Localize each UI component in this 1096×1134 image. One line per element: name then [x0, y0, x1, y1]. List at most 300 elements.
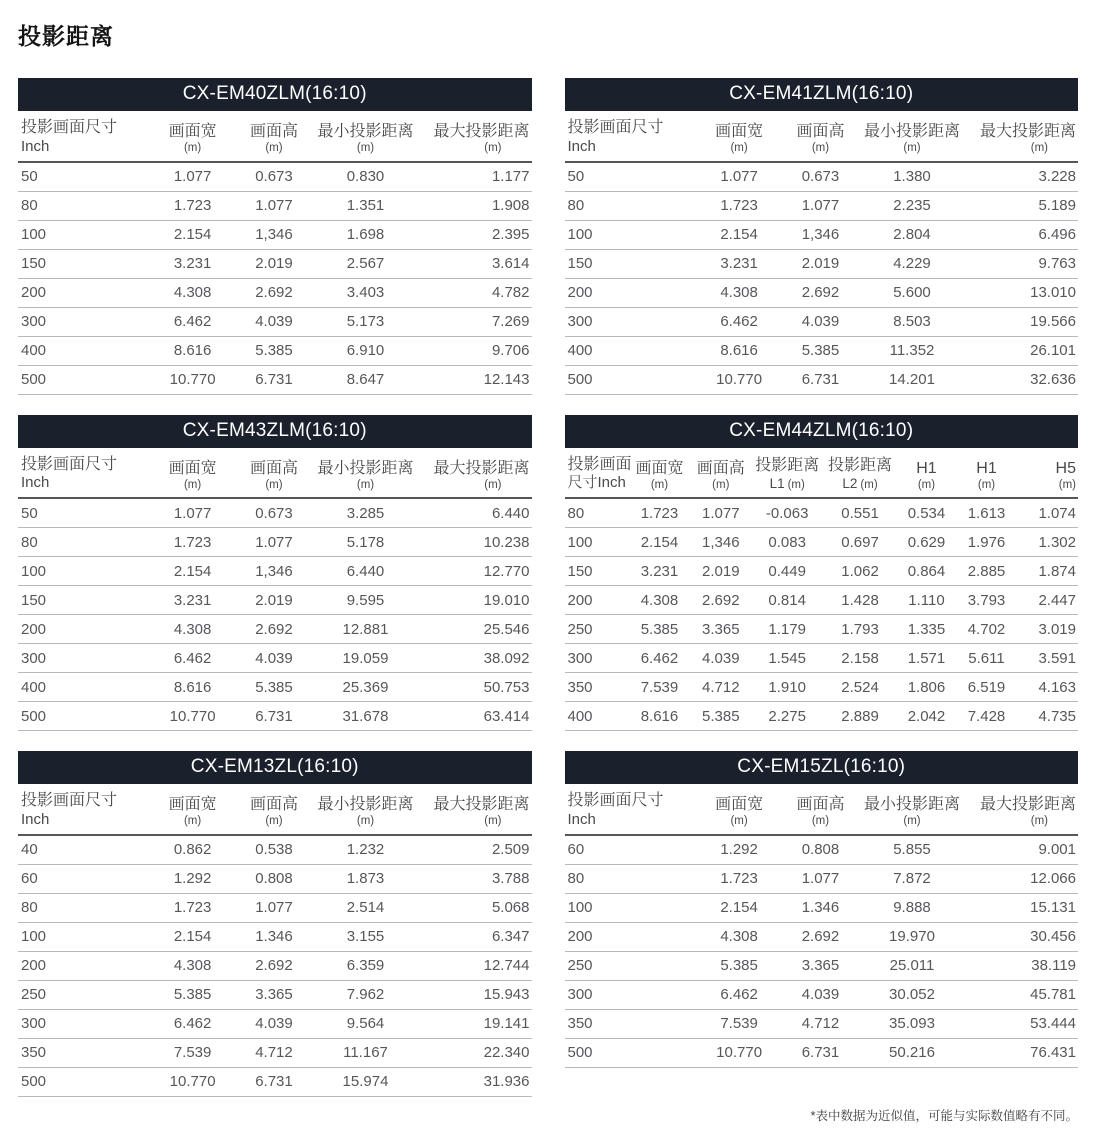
value-cell: 12.881	[311, 615, 420, 644]
table-title: CX-EM40ZLM(16:10)	[182, 83, 367, 104]
value-cell: 19.141	[420, 1009, 531, 1038]
value-cell: 1.571	[897, 644, 956, 673]
value-cell: 10.770	[695, 365, 784, 394]
table-row	[565, 162, 1079, 192]
value-cell: 7.428	[956, 702, 1017, 731]
table-row	[565, 220, 1079, 249]
value-cell: 19.059	[311, 644, 420, 673]
projection-table-4	[565, 415, 1079, 732]
data-table	[18, 448, 532, 732]
value-cell: 1.292	[148, 864, 237, 893]
value-cell: 9.706	[420, 336, 531, 365]
value-cell: 11.352	[857, 336, 966, 365]
size-cell: 80	[565, 191, 695, 220]
value-cell: 30.456	[967, 922, 1078, 951]
column-header: 投影画面尺寸 Inch	[565, 111, 695, 162]
value-cell: 1.077	[237, 893, 311, 922]
value-cell: 2.154	[148, 220, 237, 249]
header-row	[18, 448, 532, 499]
value-cell: 4.712	[237, 1038, 311, 1067]
value-cell: 11.167	[311, 1038, 420, 1067]
value-cell: 6.462	[148, 307, 237, 336]
value-cell: 3.155	[311, 922, 420, 951]
table-title: CX-EM15ZL(16:10)	[737, 756, 906, 778]
value-cell: 76.431	[967, 1038, 1078, 1067]
size-cell: 80	[18, 893, 148, 922]
value-cell: 1.910	[751, 673, 823, 702]
value-cell: 10.770	[148, 702, 237, 731]
value-cell: 3.591	[1017, 644, 1078, 673]
column-header: 投影画面尺寸 Inch	[565, 784, 695, 835]
value-cell: 2.692	[784, 922, 858, 951]
value-cell: 0.862	[148, 835, 237, 865]
table-row	[18, 1009, 532, 1038]
value-cell: 6.359	[311, 951, 420, 980]
value-cell: 4.735	[1017, 702, 1078, 731]
value-cell: 32.636	[967, 365, 1078, 394]
value-cell: 2.154	[695, 220, 784, 249]
value-cell: 1.723	[148, 893, 237, 922]
value-cell: 2.692	[237, 951, 311, 980]
value-cell: 4.308	[695, 922, 784, 951]
table-row	[18, 336, 532, 365]
value-cell: 9.595	[311, 586, 420, 615]
size-cell: 50	[565, 162, 695, 192]
value-cell: 1.077	[690, 498, 751, 528]
size-cell: 250	[18, 980, 148, 1009]
size-cell: 40	[18, 835, 148, 865]
value-cell: 4.308	[148, 951, 237, 980]
column-header: 投影画面 尺寸Inch	[565, 448, 629, 499]
value-cell: 25.546	[420, 615, 531, 644]
column-header: 投影距离 L2 (m)	[823, 448, 897, 499]
value-cell: 1.793	[823, 615, 897, 644]
value-cell: 7.539	[629, 673, 690, 702]
value-cell: 2.447	[1017, 586, 1078, 615]
table-row	[18, 1067, 532, 1096]
value-cell: 6.731	[237, 702, 311, 731]
header-row	[18, 111, 532, 162]
table-row	[18, 557, 532, 586]
size-cell: 60	[565, 835, 695, 865]
value-cell: -0.063	[751, 498, 823, 528]
header-row	[565, 784, 1079, 835]
value-cell: 14.201	[857, 365, 966, 394]
value-cell: 0.673	[237, 162, 311, 192]
value-cell: 1,346	[237, 557, 311, 586]
value-cell: 2.804	[857, 220, 966, 249]
value-cell: 5.385	[148, 980, 237, 1009]
value-cell: 6.462	[148, 644, 237, 673]
value-cell: 5.600	[857, 278, 966, 307]
table-row	[18, 249, 532, 278]
size-cell: 100	[565, 528, 629, 557]
table-title-bar	[18, 751, 532, 784]
size-cell: 400	[565, 702, 629, 731]
value-cell: 1.077	[784, 191, 858, 220]
size-cell: 50	[18, 162, 148, 192]
value-cell: 0.808	[237, 864, 311, 893]
table-row	[565, 673, 1079, 702]
value-cell: 50.753	[420, 673, 531, 702]
value-cell: 1.074	[1017, 498, 1078, 528]
size-cell: 300	[565, 980, 695, 1009]
column-header: 投影画面尺寸 Inch	[18, 784, 148, 835]
column-header: 画面宽 (m)	[695, 784, 784, 835]
page-title: 投影距离	[18, 23, 114, 49]
size-cell: 400	[565, 336, 695, 365]
value-cell: 63.414	[420, 702, 531, 731]
table-row	[18, 586, 532, 615]
table-row	[565, 1009, 1079, 1038]
projection-table-1	[18, 78, 532, 395]
value-cell: 5.385	[690, 702, 751, 731]
value-cell: 3.365	[690, 615, 751, 644]
table-title: CX-EM41ZLM(16:10)	[729, 83, 914, 104]
value-cell: 1.874	[1017, 557, 1078, 586]
value-cell: 19.010	[420, 586, 531, 615]
data-table	[565, 448, 1079, 732]
table-row	[18, 220, 532, 249]
value-cell: 1.302	[1017, 528, 1078, 557]
value-cell: 2.019	[690, 557, 751, 586]
size-cell: 300	[18, 1009, 148, 1038]
value-cell: 6.347	[420, 922, 531, 951]
value-cell: 4.308	[629, 586, 690, 615]
value-cell: 1.346	[237, 922, 311, 951]
value-cell: 6.440	[311, 557, 420, 586]
column-header: 最大投影距离 (m)	[967, 111, 1078, 162]
table-row	[18, 922, 532, 951]
value-cell: 25.369	[311, 673, 420, 702]
value-cell: 6.910	[311, 336, 420, 365]
value-cell: 1.806	[897, 673, 956, 702]
data-table	[565, 784, 1079, 1068]
value-cell: 25.011	[857, 951, 966, 980]
header-row	[18, 784, 532, 835]
value-cell: 7.539	[695, 1009, 784, 1038]
value-cell: 3.019	[1017, 615, 1078, 644]
size-cell: 150	[565, 249, 695, 278]
value-cell: 4.039	[690, 644, 751, 673]
value-cell: 1,346	[784, 220, 858, 249]
value-cell: 0.673	[784, 162, 858, 192]
value-cell: 4.163	[1017, 673, 1078, 702]
value-cell: 4.702	[956, 615, 1017, 644]
value-cell: 0.551	[823, 498, 897, 528]
value-cell: 6.462	[695, 980, 784, 1009]
value-cell: 1.077	[237, 191, 311, 220]
value-cell: 9.888	[857, 893, 966, 922]
table-row	[565, 586, 1079, 615]
value-cell: 2.524	[823, 673, 897, 702]
value-cell: 1.335	[897, 615, 956, 644]
value-cell: 9.564	[311, 1009, 420, 1038]
value-cell: 0.083	[751, 528, 823, 557]
value-cell: 5.385	[784, 336, 858, 365]
value-cell: 6.440	[420, 498, 531, 528]
value-cell: 35.093	[857, 1009, 966, 1038]
value-cell: 8.616	[148, 336, 237, 365]
value-cell: 1.723	[148, 191, 237, 220]
size-cell: 150	[18, 249, 148, 278]
table-row	[565, 249, 1079, 278]
value-cell: 45.781	[967, 980, 1078, 1009]
size-cell: 200	[18, 615, 148, 644]
value-cell: 0.814	[751, 586, 823, 615]
footnote: *表中数据为近似值，可能与实际数值略有不同。	[810, 1108, 1078, 1123]
value-cell: 3.231	[148, 249, 237, 278]
value-cell: 1.077	[784, 864, 858, 893]
value-cell: 3.231	[148, 586, 237, 615]
value-cell: 8.647	[311, 365, 420, 394]
value-cell: 1.346	[784, 893, 858, 922]
data-table	[18, 784, 532, 1097]
table-row	[18, 615, 532, 644]
table-row	[18, 278, 532, 307]
value-cell: 5.385	[237, 336, 311, 365]
value-cell: 13.010	[967, 278, 1078, 307]
size-cell: 60	[18, 864, 148, 893]
table-title-bar	[565, 415, 1079, 448]
column-header: H1 (m)	[956, 448, 1017, 499]
value-cell: 50.216	[857, 1038, 966, 1067]
size-cell: 300	[565, 307, 695, 336]
value-cell: 2.019	[237, 586, 311, 615]
value-cell: 10.770	[695, 1038, 784, 1067]
table-row	[18, 162, 532, 192]
value-cell: 15.131	[967, 893, 1078, 922]
size-cell: 200	[18, 951, 148, 980]
size-cell: 500	[18, 1067, 148, 1096]
value-cell: 4.712	[690, 673, 751, 702]
size-cell: 80	[18, 191, 148, 220]
value-cell: 1.613	[956, 498, 1017, 528]
table-row	[18, 191, 532, 220]
value-cell: 1.232	[311, 835, 420, 865]
value-cell: 8.616	[148, 673, 237, 702]
table-title: CX-EM43ZLM(16:10)	[182, 419, 367, 441]
size-cell: 80	[18, 528, 148, 557]
value-cell: 9.763	[967, 249, 1078, 278]
size-cell: 400	[18, 336, 148, 365]
value-cell: 1.351	[311, 191, 420, 220]
value-cell: 0.629	[897, 528, 956, 557]
projection-table-6	[565, 751, 1079, 1068]
table-row	[18, 365, 532, 394]
value-cell: 2.395	[420, 220, 531, 249]
table-row	[565, 557, 1079, 586]
value-cell: 4.039	[237, 644, 311, 673]
value-cell: 1.077	[148, 498, 237, 528]
column-header: 最小投影距离 (m)	[311, 111, 420, 162]
value-cell: 31.936	[420, 1067, 531, 1096]
value-cell: 0.864	[897, 557, 956, 586]
value-cell: 10.770	[148, 365, 237, 394]
value-cell: 4.712	[784, 1009, 858, 1038]
value-cell: 8.503	[857, 307, 966, 336]
tables-grid	[18, 78, 1078, 1097]
column-header: 最小投影距离 (m)	[311, 448, 420, 499]
size-cell: 350	[565, 1009, 695, 1038]
value-cell: 1.976	[956, 528, 1017, 557]
size-cell: 300	[565, 644, 629, 673]
table-row	[565, 336, 1079, 365]
size-cell: 50	[18, 498, 148, 528]
column-header: 投影画面尺寸 Inch	[18, 448, 148, 499]
table-row	[565, 278, 1079, 307]
table-row	[18, 702, 532, 731]
size-cell: 80	[565, 864, 695, 893]
table-row	[565, 864, 1079, 893]
value-cell: 0.673	[237, 498, 311, 528]
value-cell: 2.509	[420, 835, 531, 865]
value-cell: 0.538	[237, 835, 311, 865]
value-cell: 1.908	[420, 191, 531, 220]
table-row	[565, 365, 1079, 394]
table-row	[565, 498, 1079, 528]
value-cell: 1.179	[751, 615, 823, 644]
value-cell: 4.782	[420, 278, 531, 307]
value-cell: 2.692	[784, 278, 858, 307]
value-cell: 2.235	[857, 191, 966, 220]
table-row	[565, 1038, 1079, 1067]
column-header: 画面宽 (m)	[629, 448, 690, 499]
value-cell: 0.830	[311, 162, 420, 192]
value-cell: 19.566	[967, 307, 1078, 336]
table-title: CX-EM13ZL(16:10)	[190, 756, 359, 778]
value-cell: 6.731	[237, 365, 311, 394]
value-cell: 2.154	[629, 528, 690, 557]
table-row	[565, 191, 1079, 220]
value-cell: 1.177	[420, 162, 531, 192]
table-row	[565, 307, 1079, 336]
value-cell: 1.723	[695, 864, 784, 893]
value-cell: 0.808	[784, 835, 858, 865]
size-cell: 100	[18, 557, 148, 586]
value-cell: 1,346	[690, 528, 751, 557]
column-header: 画面高 (m)	[784, 784, 858, 835]
projection-table-3	[18, 415, 532, 732]
value-cell: 0.697	[823, 528, 897, 557]
column-header: 画面宽 (m)	[695, 111, 784, 162]
size-cell: 200	[565, 586, 629, 615]
value-cell: 5.385	[237, 673, 311, 702]
table-row	[18, 893, 532, 922]
value-cell: 6.519	[956, 673, 1017, 702]
size-cell: 350	[18, 1038, 148, 1067]
column-header: 画面高 (m)	[237, 111, 311, 162]
table-row	[18, 980, 532, 1009]
value-cell: 1.077	[237, 528, 311, 557]
value-cell: 1.110	[897, 586, 956, 615]
value-cell: 3.403	[311, 278, 420, 307]
value-cell: 1.380	[857, 162, 966, 192]
value-cell: 2.154	[148, 922, 237, 951]
value-cell: 1.545	[751, 644, 823, 673]
table-row	[18, 644, 532, 673]
value-cell: 15.943	[420, 980, 531, 1009]
table-row	[565, 528, 1079, 557]
value-cell: 1.723	[148, 528, 237, 557]
value-cell: 12.770	[420, 557, 531, 586]
value-cell: 4.308	[695, 278, 784, 307]
table-row	[18, 951, 532, 980]
table-title-bar	[18, 415, 532, 448]
value-cell: 6.462	[695, 307, 784, 336]
value-cell: 2.019	[784, 249, 858, 278]
value-cell: 1.873	[311, 864, 420, 893]
value-cell: 4.308	[148, 278, 237, 307]
data-table	[565, 111, 1079, 395]
value-cell: 1,346	[237, 220, 311, 249]
value-cell: 3.793	[956, 586, 1017, 615]
size-cell: 200	[565, 278, 695, 307]
column-header: 画面宽 (m)	[148, 111, 237, 162]
value-cell: 30.052	[857, 980, 966, 1009]
table-row	[565, 835, 1079, 865]
value-cell: 3.231	[629, 557, 690, 586]
value-cell: 5.173	[311, 307, 420, 336]
table-row	[565, 980, 1079, 1009]
value-cell: 2.042	[897, 702, 956, 731]
value-cell: 5.189	[967, 191, 1078, 220]
value-cell: 2.514	[311, 893, 420, 922]
value-cell: 15.974	[311, 1067, 420, 1096]
size-cell: 100	[18, 220, 148, 249]
size-cell: 500	[18, 702, 148, 731]
value-cell: 38.119	[967, 951, 1078, 980]
value-cell: 10.770	[148, 1067, 237, 1096]
table-row	[18, 307, 532, 336]
size-cell: 350	[565, 673, 629, 702]
value-cell: 2.154	[148, 557, 237, 586]
column-header: 最大投影距离 (m)	[967, 784, 1078, 835]
value-cell: 2.885	[956, 557, 1017, 586]
size-cell: 500	[565, 365, 695, 394]
value-cell: 4.039	[237, 307, 311, 336]
value-cell: 26.101	[967, 336, 1078, 365]
table-row	[565, 922, 1079, 951]
table-row	[565, 644, 1079, 673]
table-row	[18, 673, 532, 702]
value-cell: 1.292	[695, 835, 784, 865]
value-cell: 3.228	[967, 162, 1078, 192]
table-row	[18, 835, 532, 865]
value-cell: 5.855	[857, 835, 966, 865]
value-cell: 38.092	[420, 644, 531, 673]
value-cell: 4.308	[148, 615, 237, 644]
value-cell: 7.539	[148, 1038, 237, 1067]
value-cell: 0.449	[751, 557, 823, 586]
table-row	[18, 528, 532, 557]
column-header: 投影画面尺寸 Inch	[18, 111, 148, 162]
value-cell: 7.269	[420, 307, 531, 336]
size-cell: 200	[18, 278, 148, 307]
size-cell: 100	[565, 893, 695, 922]
value-cell: 10.238	[420, 528, 531, 557]
size-cell: 80	[565, 498, 629, 528]
table-title-bar	[565, 78, 1079, 111]
value-cell: 3.788	[420, 864, 531, 893]
size-cell: 250	[565, 615, 629, 644]
table-title: CX-EM44ZLM(16:10)	[729, 419, 914, 441]
value-cell: 4.039	[237, 1009, 311, 1038]
column-header: 最大投影距离 (m)	[420, 784, 531, 835]
size-cell: 500	[565, 1038, 695, 1067]
column-header: 最大投影距离 (m)	[420, 111, 531, 162]
table-title-bar	[18, 78, 532, 111]
